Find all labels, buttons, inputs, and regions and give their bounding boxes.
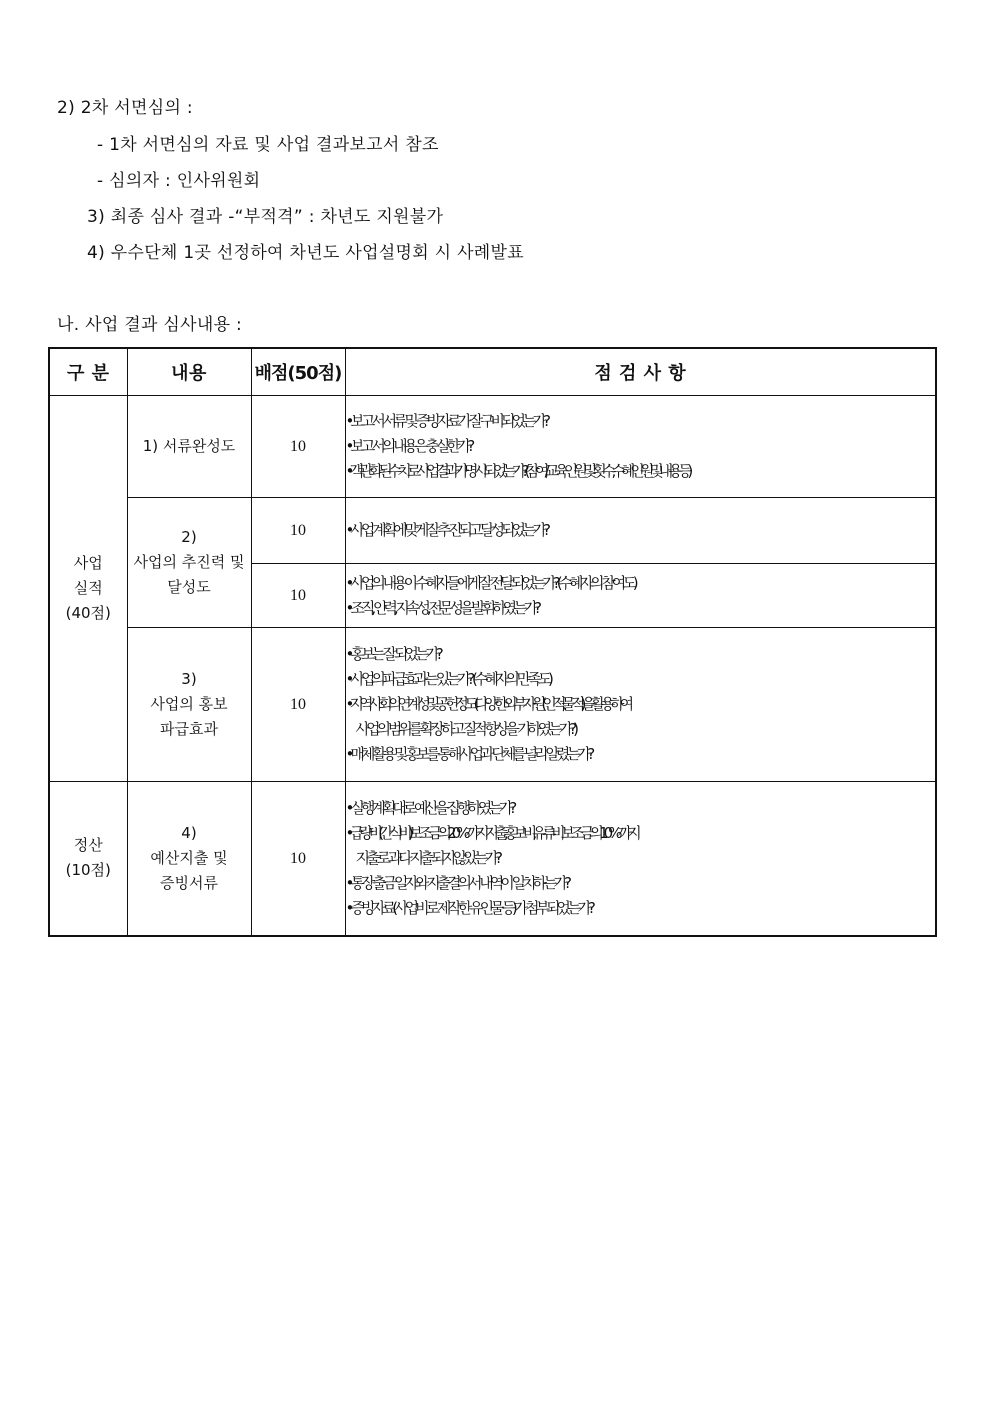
final-review-result: 3) 최종 심사 결과 -“부적격” : 차년도 지원불가 bbox=[87, 207, 444, 227]
table-row bbox=[49, 396, 936, 498]
table-header-row bbox=[49, 348, 936, 396]
category-business-performance bbox=[49, 396, 127, 782]
header-score: 배점(50점) bbox=[251, 348, 345, 396]
content-line: 증빙서류 bbox=[160, 873, 218, 892]
check-item: •홍보는 잘 되었는가? bbox=[345, 645, 440, 663]
check-item: •사업의 내용이 수혜자들에게 잘 전달되었는가?(수혜자의 참여도) bbox=[345, 573, 635, 592]
check-items-cell bbox=[345, 564, 936, 628]
score-cell: 10 bbox=[251, 498, 345, 564]
content-line: 3) bbox=[181, 670, 197, 688]
content-line: 2) bbox=[181, 528, 197, 546]
header-category: 구 분 bbox=[49, 348, 127, 396]
check-item: •사업의 파급효과는 있는가? (수혜자의 만족도) bbox=[345, 670, 550, 688]
category-line: 실적 bbox=[73, 579, 103, 597]
check-item: 사업의 범위를 확장하고 질적 향상을 기하였는가?) bbox=[355, 720, 575, 738]
review-criteria-table bbox=[48, 347, 937, 937]
check-item: •통장 출금 일자와 지출결의서 내역이 일치하는가? bbox=[345, 873, 568, 892]
table-row bbox=[49, 498, 936, 564]
check-item: •사업 계획에 맞게 잘 추진되고 달성되었는가? bbox=[345, 521, 547, 539]
table-row bbox=[49, 628, 936, 782]
section-title: 나. 사업 결과 심사내용 : bbox=[57, 315, 243, 335]
check-item: •실행계획대로 예산을 집행하였는가? bbox=[345, 798, 514, 817]
category-settlement bbox=[49, 782, 127, 936]
check-item: 지출로 과다 지출 되지 않았는가? bbox=[355, 848, 499, 867]
content-line: 예산지출 및 bbox=[150, 848, 228, 867]
table-row bbox=[49, 782, 936, 936]
check-item: •증빙자료(사업비로 제작한 유인물 등)가 첨부되었는가? bbox=[345, 898, 592, 917]
check-item: •지역사회의 연계성 및 공헌 정도(다양한 외부 자원(인적, 물적)을 활용하여 bbox=[345, 695, 630, 713]
second-review-heading: 2) 2차 서면심의 : bbox=[57, 98, 193, 118]
check-item: •보고서의 내용은 충실한가? bbox=[345, 437, 472, 455]
content-budget-evidence bbox=[127, 782, 251, 936]
score-cell: 10 bbox=[251, 782, 345, 936]
check-item: •보고서 서류 및 증빙자료가 잘 구비되었는가? bbox=[345, 412, 547, 430]
check-items-cell bbox=[345, 782, 936, 936]
content-line: 파급효과 bbox=[160, 720, 218, 738]
best-org-selection: 4) 우수단체 1곳 선정하여 차년도 사업설명회 시 사례발표 bbox=[87, 243, 524, 263]
check-item: •매체 활용 및 홍보를 통해 사업과 단체를 널리 알렸는가? bbox=[345, 745, 592, 763]
content-line: 사업의 홍보 bbox=[150, 695, 228, 713]
check-item: •급량비(간식비) 보조금의 20%까지 지출, 홍보비, 유류비 보조금의 10%까지 bbox=[345, 823, 637, 842]
content-execution-achievement bbox=[127, 498, 251, 628]
second-review-reviewer: - 심의자 : 인사위원회 bbox=[97, 171, 261, 191]
header-content: 내용 bbox=[127, 348, 251, 396]
content-document-completeness: 1) 서류완성도 bbox=[127, 396, 251, 498]
content-line: 달성도 bbox=[167, 578, 211, 596]
check-items-cell bbox=[345, 498, 936, 564]
score-cell: 10 bbox=[251, 564, 345, 628]
check-item: •조직, 인력, 지속성, 전문성을 발휘하였는가? bbox=[345, 598, 539, 617]
content-line: 사업의 추진력 및 bbox=[133, 553, 245, 571]
second-review-reference: - 1차 서면심의 자료 및 사업 결과보고서 참조 bbox=[97, 135, 439, 155]
check-item: •객관화된 수치로 사업 결과가 명시되었는가? (참여/교육 인원 및 횟수, 수혜 인원 및 내용 등) bbox=[345, 462, 689, 480]
category-points: (40점) bbox=[65, 604, 111, 622]
score-cell: 10 bbox=[251, 628, 345, 782]
category-points: (10점) bbox=[65, 861, 111, 880]
content-line: 4) bbox=[181, 823, 197, 842]
category-line: 정산 bbox=[73, 836, 103, 855]
check-items-cell bbox=[345, 396, 936, 498]
header-check-items: 점 검 사 항 bbox=[345, 348, 936, 396]
check-items-cell bbox=[345, 628, 936, 782]
category-line: 사업 bbox=[73, 554, 103, 572]
content-promotion-effect bbox=[127, 628, 251, 782]
score-cell: 10 bbox=[251, 396, 345, 498]
